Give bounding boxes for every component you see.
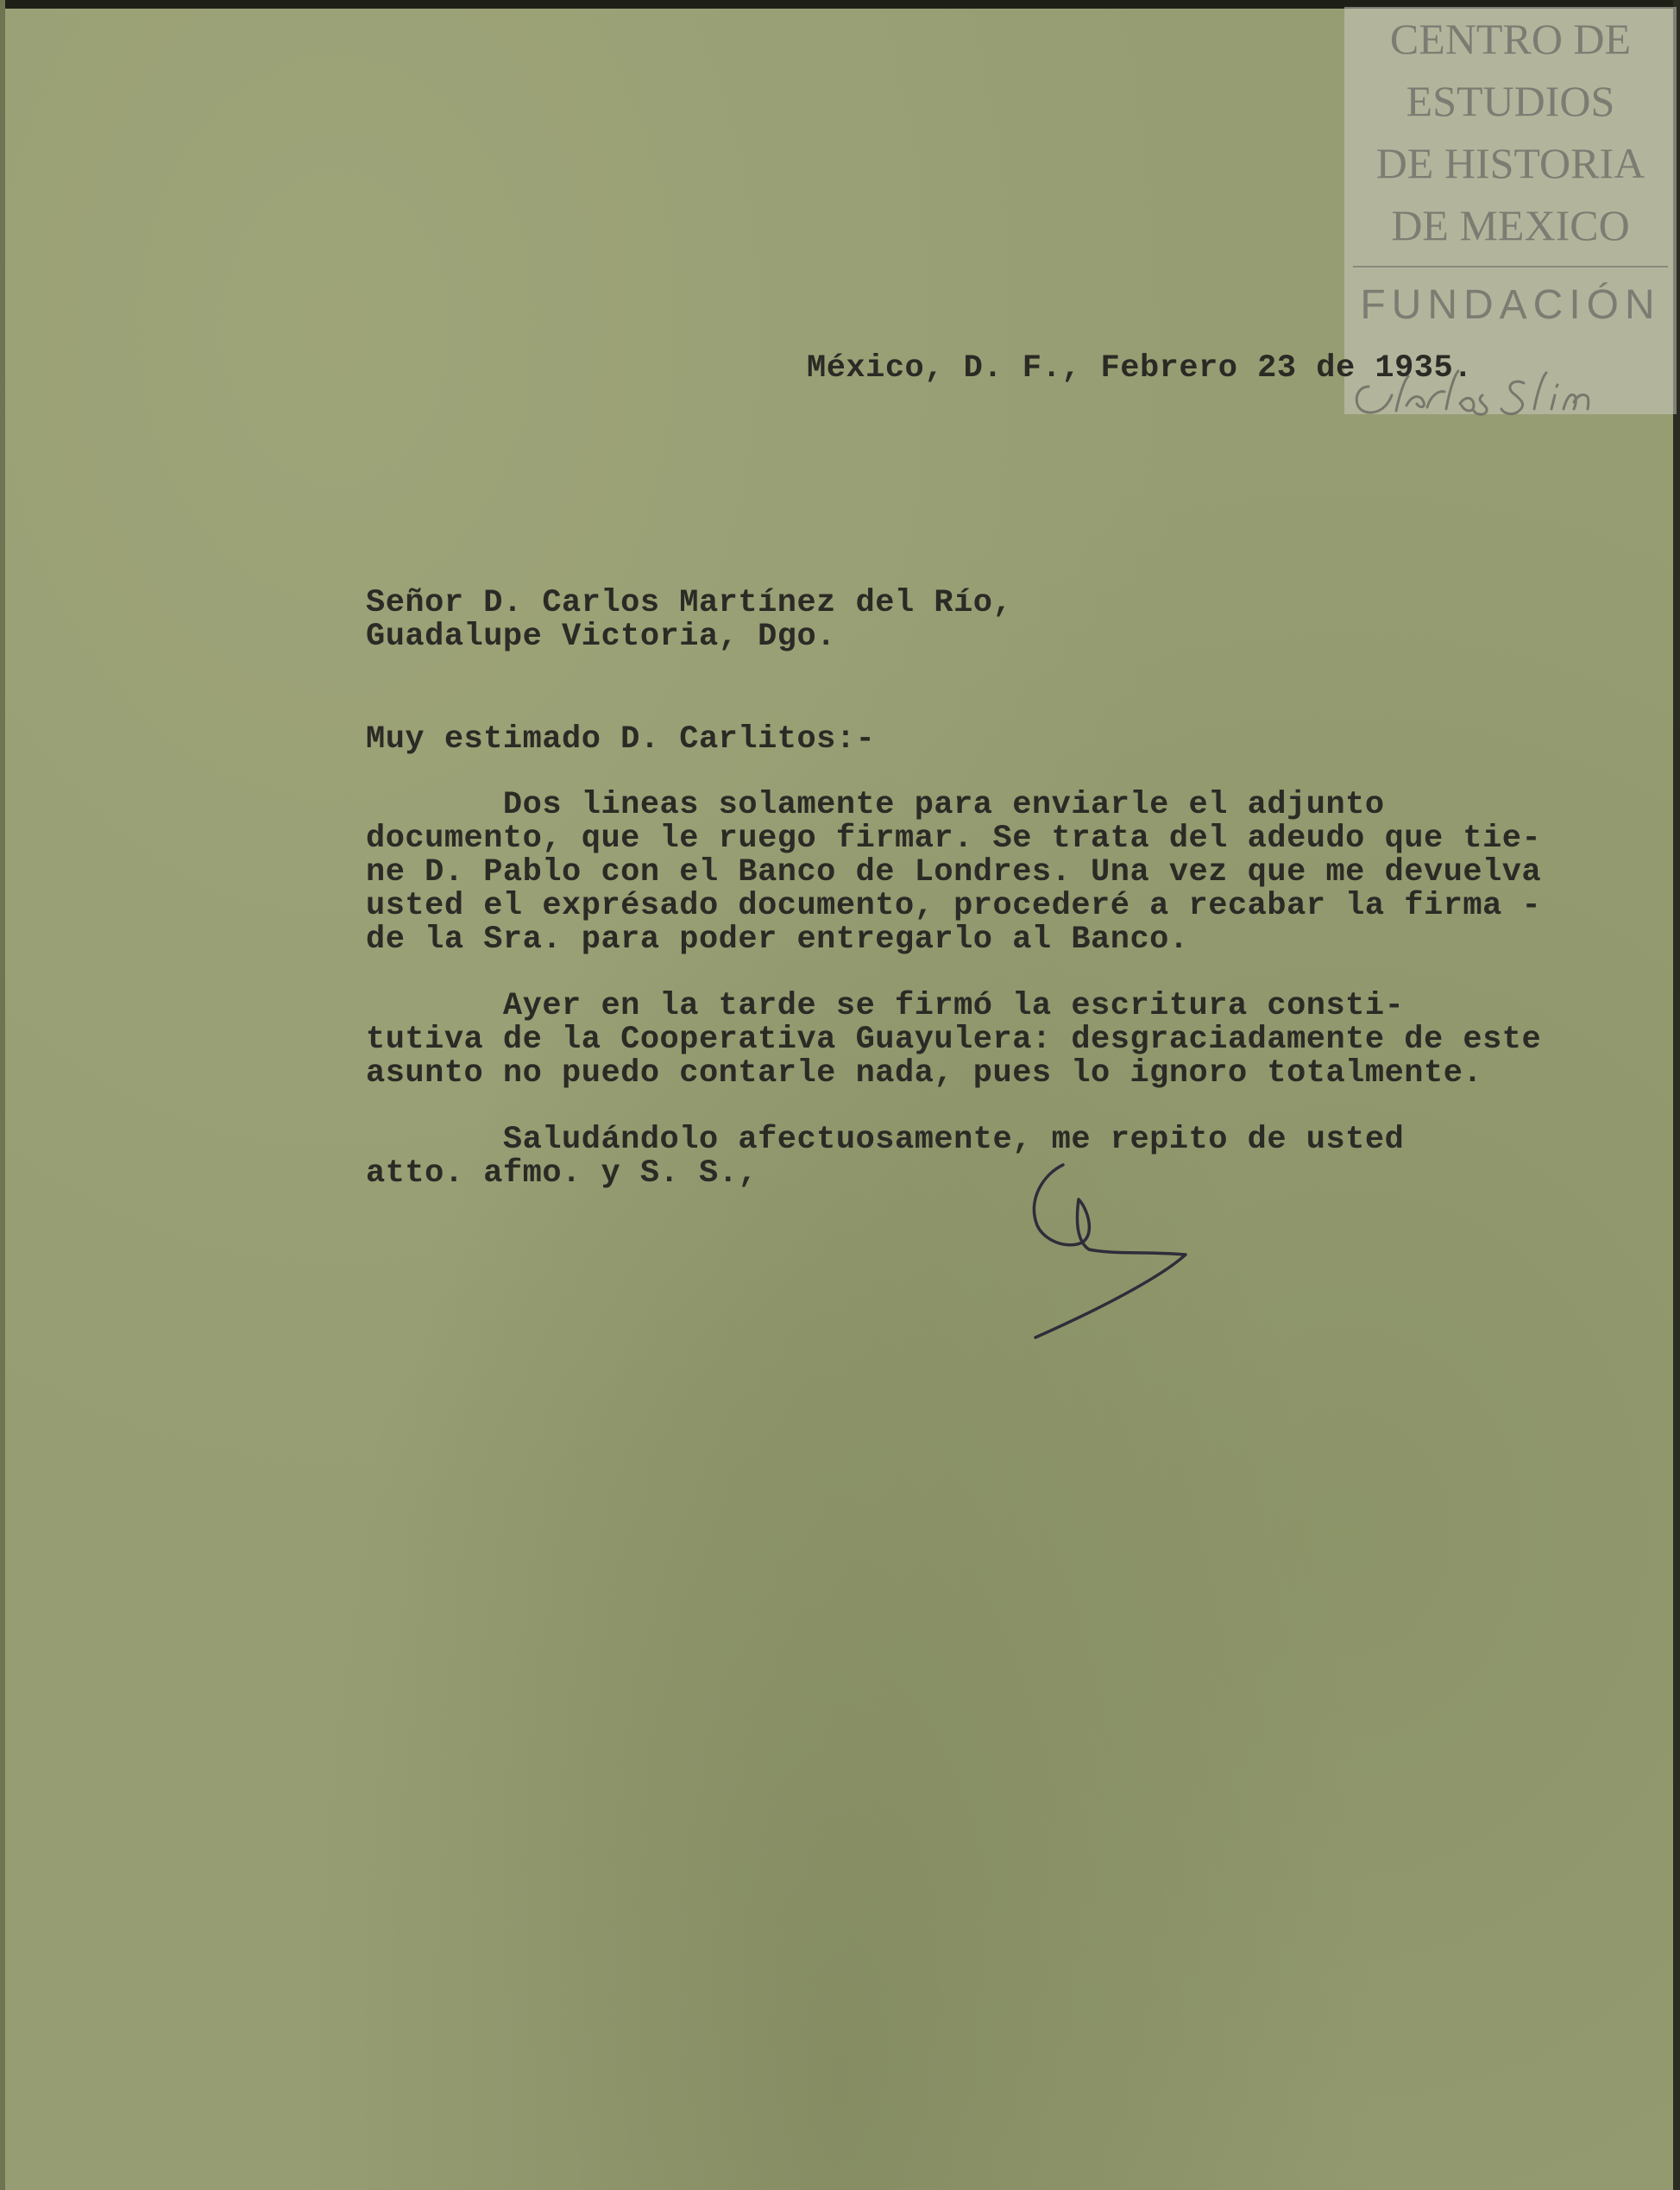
paragraph-1-line-3: ne D. Pablo con el Banco de Londres. Una vez que me devuelva: [366, 854, 1542, 890]
paragraph-1-line-4: usted el exprésado documento, procederé a recabar la firma -: [366, 888, 1542, 924]
paragraph-1-line-5: de la Sra. para poder entregarlo al Banco.: [366, 922, 1189, 958]
stamp-divider: [1353, 266, 1668, 267]
salutation: Muy estimado D. Carlitos:-: [366, 721, 876, 758]
letter-date: México, D. F., Febrero 23 de 1935.: [807, 350, 1473, 387]
closing-line-2: atto. afmo. y S. S.,: [366, 1155, 758, 1192]
paragraph-2-line-2: tutiva de la Cooperativa Guayulera: desgraciadamente de este: [366, 1022, 1542, 1058]
scan-edge-left: [0, 0, 5, 2190]
handwritten-signature-icon: [1018, 1148, 1208, 1355]
paragraph-1-line-2: documento, que le ruego firmar. Se trata del adeudo que tie-: [366, 821, 1542, 857]
stamp-line-2: ESTUDIOS: [1406, 77, 1615, 125]
stamp-line-4: DE MEXICO: [1391, 201, 1630, 249]
closing-line-1: Saludándolo afectuosamente, me repito de usted: [366, 1122, 1405, 1158]
stamp-line-1: CENTRO DE: [1389, 15, 1632, 63]
stamp-foundation: FUNDACIÓN: [1360, 282, 1661, 328]
paragraph-2-line-3: asunto no puedo contarle nada, pues lo ignoro totalmente.: [366, 1055, 1483, 1092]
recipient-name: Señor D. Carlos Martínez del Río,: [366, 585, 1013, 621]
paragraph-2-line-1: Ayer en la tarde se firmó la escritura consti-: [366, 988, 1405, 1024]
recipient-location: Guadalupe Victoria, Dgo.: [366, 619, 836, 655]
stamp-line-3: DE HISTORIA: [1375, 139, 1645, 187]
paragraph-1-line-1: Dos lineas solamente para enviarle el adjunto: [366, 787, 1385, 823]
